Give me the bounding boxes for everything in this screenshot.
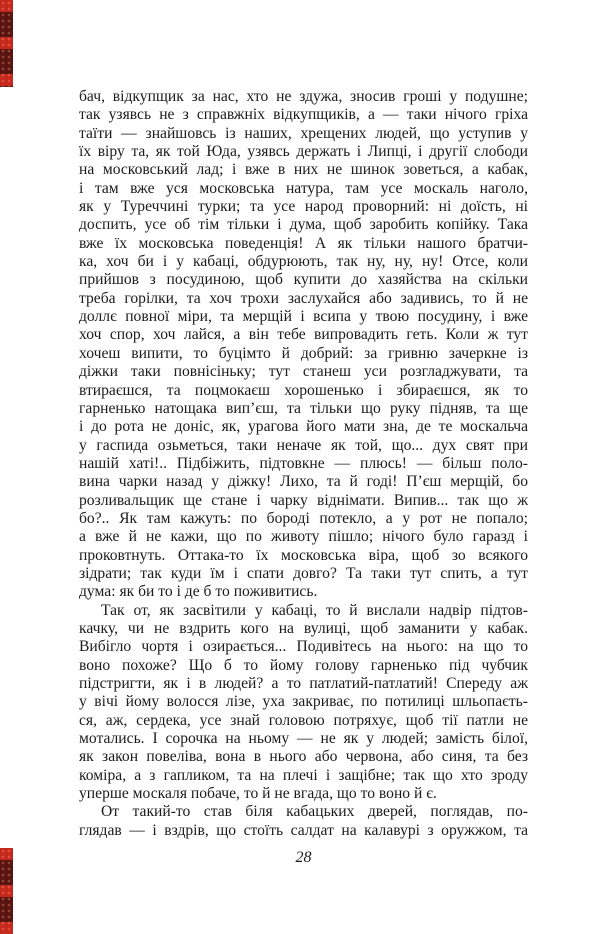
text-line: зідрати; так куди їм і спати довго? Та таки тут спить, а тут (79, 564, 528, 582)
text-line: вина чарки назад у діжку! Лихо, та й годі! П’єш мерщій, бо (79, 473, 528, 491)
text-line: на московський лад; і вже в них не шинок зоветься, а кабак, (79, 161, 528, 179)
text-line: проковтнуть. Оттака-то їх московська віра, щоб зо всякого (79, 546, 528, 564)
page-edge-ornament-top (0, 0, 13, 87)
text-line: розливальщик ще стане і чарку віднімати. Випив... так що ж (79, 491, 528, 509)
text-line: так узявсь не з справжніх відкупщиків, а — таки нічого гріха (79, 106, 528, 124)
text-line: мотались. І сорочка на ньому — не як у людей; замість білої, (79, 730, 528, 748)
text-line: а вже й не кажи, що по животу пішло; нічого було гаразд і (79, 528, 528, 546)
text-line: хоч спор, хоч лайся, а він тебе випровадить геть. Коли ж тут (79, 326, 528, 344)
text-line: у гаспида озьметься, таки неначе як той, що... дух свят при (79, 436, 528, 454)
page-text (79, 88, 528, 840)
text-line: хочеш випити, то буцімто й добрий: за гривню зачеркне із (79, 344, 528, 362)
text-line: воно похоже? Що б то йому голову гарненько під чубчик (79, 656, 528, 674)
text-line: підстригти, як і в людей? а то патлатий-патлатий! Спереду аж (79, 675, 528, 692)
text-line: доспить, усе об тім тільки і дума, щоб заробить копійку. Така (79, 216, 528, 234)
text-line: таїти — знайшовсь із наших, хрещених людей, що уступив у (79, 124, 528, 142)
page-edge-ornament-bottom (0, 848, 13, 934)
page-number: 28 (295, 849, 312, 866)
text-line: їх віру та, як той Юда, узявсь держать і Липці, і другії слободи (79, 143, 528, 161)
text-line: і до рота не доніс, як, урагова його мати зна, де те москальча (79, 418, 528, 436)
text-line: у вічі йому волосся лізе, уха закриває, по потилиці шльопаєть- (79, 693, 528, 711)
text-line: ся, аж, сердека, усе знай головою потряхує, щоб тії патли не (79, 711, 528, 729)
text-line: втираєшся, та поцмокаєш хорошенько і збираєшся, як то (79, 381, 528, 399)
text-line: ка, хоч би і у кабаці, обдурюють, так ну, ну, ну! Отсе, коли (79, 253, 528, 271)
text-line: коміра, а з гапликом, та на плечі і защібне; так що хто зроду (79, 766, 528, 784)
text-line: доллє повної міри, та мерщій і всипа у твою посудину, і вже (79, 308, 528, 326)
text-line: треба горілки, та хоч трохи заслухайся або задивись, то й не (79, 289, 528, 307)
text-line: вже їх московська поведенція! А як тільки нашого братчи- (79, 234, 528, 252)
text-line: глядав — і вздрів, що стоїть салдат на калавурі з оружжом, та (79, 821, 528, 839)
text-line: діжки таки повнісіньку; тут станеш уси розгладжувати, та (79, 363, 528, 381)
text-line: прийшов з посудиною, щоб купити до хазяйства на скільки (79, 271, 528, 289)
text-line: бач, відкупщик за нас, хто не здужа, зносив гроші у подушне; (79, 88, 528, 105)
text-line: дума: як би то і де б то поживитись. (79, 583, 318, 601)
text-line: уперше москаля побаче, то й не вгада, що то воно й є. (79, 785, 437, 803)
text-line: як закон повеліва, вона в нього або червона, або синя, та без (79, 748, 528, 766)
text-line: нашій хаті!.. Підбіжить, підтовкне — плюсь! — більш поло- (79, 454, 528, 472)
text-line: бо?.. Як там кажуть: по бороді потекло, а у рот не попало; (79, 509, 528, 527)
text-line: і там вже уся московська натура, там усе москаль наголо, (79, 179, 528, 197)
text-line: гарненько натощака вип’єш, та тільки що руку підняв, та ще (79, 399, 528, 417)
text-line: як у Туреччині турки; та усе народ проворний: ні доїсть, ні (79, 198, 528, 216)
text-line: Вибігло чортя і озирається... Подивітесь на нього: на що то (79, 638, 528, 656)
text-line: качку, чи не вздрить кого на вулиці, щоб заманити у кабак. (79, 619, 528, 637)
text-line: От такий-то став біля кабацьких дверей, поглядав, по- (101, 803, 528, 821)
text-line: Так от, як засвітили у кабаці, то й вислали надвір підтов- (101, 601, 528, 619)
